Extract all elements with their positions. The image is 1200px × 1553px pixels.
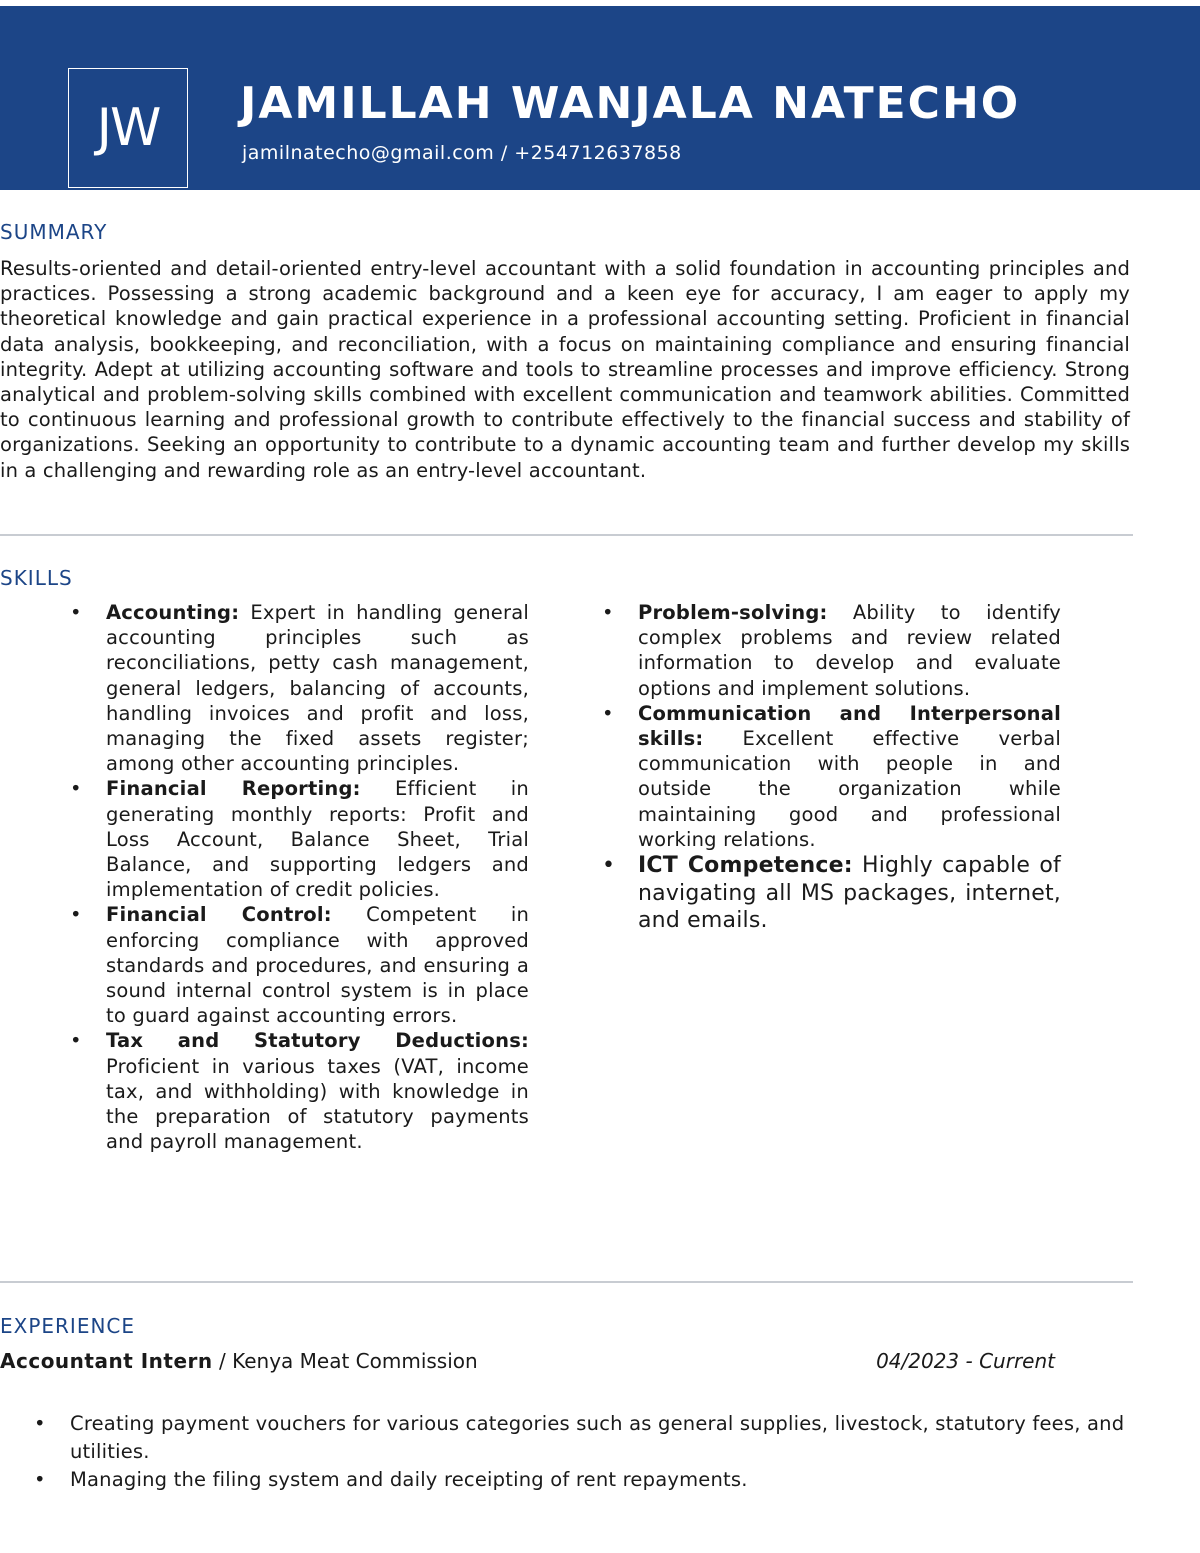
skills-list-left [106,600,529,1154]
skill-description: Efficient in generating monthly reports: Profit and Loss Account, Balance Sheet, Trial Balance, and supporting ledgers and implementation of credit policies. [106,777,529,902]
skill-label: Communication and Interpersonal skills: [638,701,1061,751]
employer-name: Kenya Meat Commission [232,1349,478,1373]
section-divider [0,534,1133,536]
skill-item [106,902,529,1028]
skill-item [106,1028,529,1154]
skill-label: Financial Reporting: [106,777,361,801]
resume-header [0,6,1200,190]
contact-info: jamilnatecho@gmail.com / +254712637858 [242,142,682,164]
skill-item [106,600,529,776]
summary-text: Results-oriented and detail-oriented entry-level accountant with a solid foundation in accounting principles and practices. Possessing a strong academic background and a keen eye for accuracy, I am eager to apply my theoretical knowledge and gain practical experience in a professional accounting setting. Proficient in financial data analysis, bookkeeping, and reconciliation, with a focus on maintaining compliance and ensuring financial integrity. Adept at utilizing accounting software and tools to streamline processes and improve efficiency. Strong analytical and problem-solving skills combined with excellent communication and teamwork abilities. Committed to continuous learning and professional growth to contribute effectively to the financial success and stability of organizations. Seeking an opportunity to contribute to a dynamic accounting team and further develop my skills in a challenging and rewarding role as an entry-level accountant. [0,257,1130,482]
monogram-badge: JW [68,68,188,188]
list-item: • Creating payment vouchers for various categories such as general supplies, livestock, statutory fees, and utilities. [70,1410,1130,1466]
job-title: Accountant Intern [0,1349,213,1373]
job-separator: / [212,1349,233,1373]
candidate-name: JAMILLAH WANJALA NATECHO [240,78,1021,129]
skill-label: Problem-solving: [638,601,828,624]
skills-list-right [638,600,1061,935]
skill-item [638,852,1061,935]
skill-item [638,600,1061,701]
job-entry-header [0,1349,1055,1373]
skill-label: Accounting: [106,601,240,624]
skill-item [638,701,1061,852]
skill-description: Excellent effective verbal communication with people in and outside the organization while maintaining good and professional working relations. [638,727,1061,851]
skills-heading: SKILLS [0,566,73,590]
skill-description: Proficient in various taxes (VAT, income tax, and withholding) with knowledge in the preparation of statutory payments and payroll management. [106,1054,529,1154]
skill-label: ICT Competence: [638,853,853,879]
job-dates: 04/2023 - Current [876,1349,1055,1373]
skill-item [106,776,529,902]
section-divider [0,1281,1133,1283]
skill-description: Expert in handling general accounting principles such as reconciliations, petty cash management, general ledgers, balancing of accounts, handling invoices and profit and loss, managing the fixed assets register; among other accounting principles. [106,601,529,776]
skill-label: Tax and Statutory Deductions: [106,1029,529,1053]
skill-description: Highly capable of navigating all MS packages, internet, and emails. [638,853,1061,934]
list-item: • Managing the filing system and daily receipting of rent repayments. [70,1466,1130,1494]
summary-heading: SUMMARY [0,220,108,244]
experience-bullets [70,1410,1130,1494]
skill-label: Financial Control: [106,903,332,927]
skill-description: Competent in enforcing compliance with approved standards and procedures, and ensuring a sound internal control system is in place to guard against accounting errors. [106,903,529,1028]
experience-heading: EXPERIENCE [0,1314,136,1338]
skill-description: Ability to identify complex problems and review related information to develop and evaluate options and implement solutions. [638,601,1061,700]
